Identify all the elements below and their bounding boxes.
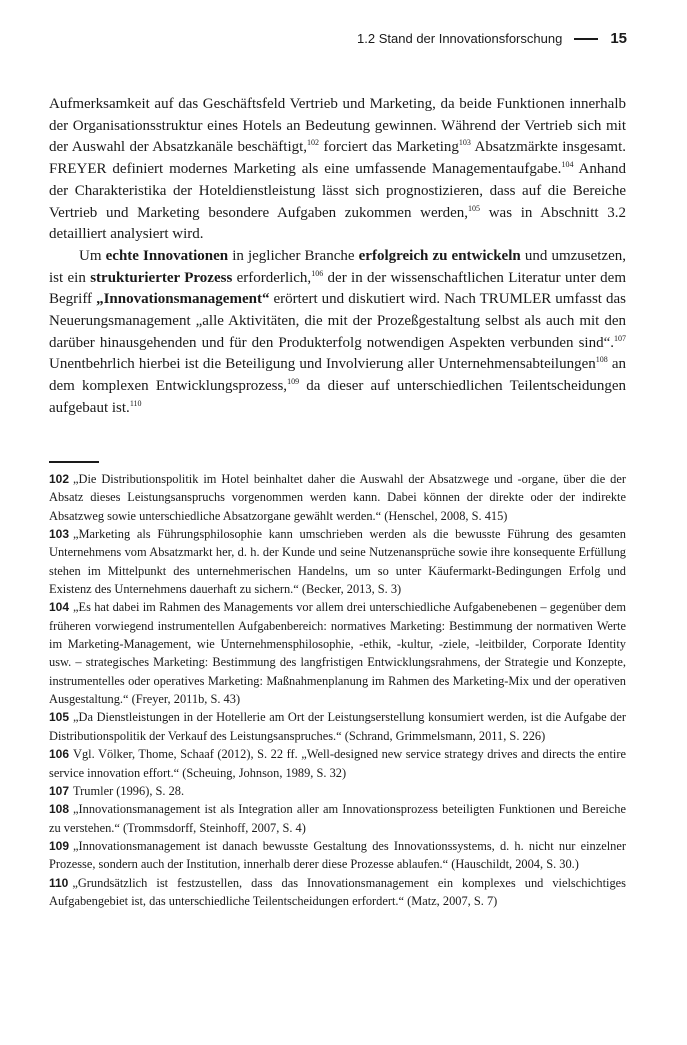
bold-phrase: erfolgreich zu entwickeln <box>358 247 521 264</box>
paragraph-1 <box>49 94 626 246</box>
footnote-ref: 109 <box>287 377 300 387</box>
footnote-107 <box>49 782 626 800</box>
text-run: Um <box>79 247 106 264</box>
text-run: da dieser auf unterschiedlichen Teilentscheidungen aufgebaut ist. <box>49 378 626 416</box>
page-number: 15 <box>610 30 627 47</box>
footnote-ref: 103 <box>458 138 471 148</box>
footnote-number: 108 <box>49 802 70 817</box>
footnote-number: 107 <box>49 783 70 798</box>
footnote-text: „Innovationsmanagement ist danach bewusste Gestaltung des Innovationssystems, d. h. nicht nur einzelner Prozesse, sondern auch der Institution, innerhalb derer diese Prozesse ablaufen.“ (Hauschildt, 2004, S. 30.) <box>49 838 626 872</box>
paragraph-2 <box>49 246 626 420</box>
footnote-ref: 104 <box>561 160 574 170</box>
text-run: Unentbehrlich hierbei ist die Beteiligung und Involvierung aller Unternehmensabteilungen <box>49 356 596 373</box>
text-run: und umzusetzen, ist ein <box>49 247 626 286</box>
footnote-text: „Marketing als Führungsphilosophie kann umschrieben werden als die bewusste Führung des gesamten Unternehmens vom Absatzmarkt her, d. h. der Kunde und seine Nutzenansprüche sowie ihre konsequente Erfüllung stehen im Mittelpunkt des unternehmerischen Handelns, um so unter Käufermarkt-Bedingungen Erfolg und Existenz des Unternehmens dauerhaft zu sichern.“ (Becker, 2013, S. 3) <box>49 527 626 597</box>
footnote-number: 102 <box>49 472 70 486</box>
bold-phrase: echte Innovationen <box>105 247 229 264</box>
footnote-text: „Da Dienstleistungen in der Hotellerie am Ort der Leistungserstellung konsumiert werden, ist die Aufgabe der Distributionspolitik der Verkauf des Leistungsanspruches.“ (Schrand, Grimmelsmann, 2011, S. 226) <box>49 710 626 743</box>
text-run: der in der wissenschaftlichen Literatur unter dem Begriff <box>49 269 627 308</box>
text-run: Aufmerksamkeit auf das Geschäftsfeld Vertrieb und Marketing, da beide Funktionen innerhalb der Organisationsstruktur eines Hotels an Bedeutung gewinnen. Während der Vertrieb sich mit der Auswahl der Absatzkanäle beschäftigt, <box>49 96 626 156</box>
footnote-102 <box>49 470 626 525</box>
footnote-text: „Innovationsmanagement ist als Integration aller am Innovationsprozess beteiligten Funktionen und Bereiche zu verstehen.“ (Trommsdorff, Steinhoff, 2007, S. 4) <box>49 802 626 835</box>
text-run: erforderlich, <box>232 269 312 286</box>
footnote-ref: 105 <box>468 203 481 213</box>
text-run: an dem komplexen Entwicklungsprozess, <box>49 356 626 395</box>
text-run: Absatzmärkte insgesamt. FREYER definiert modernes Marketing als eine umfassende Managementaufgabe. <box>49 139 626 178</box>
footnote-104 <box>49 598 626 708</box>
footnote-ref: 102 <box>307 138 320 148</box>
footnote-110 <box>49 874 626 911</box>
footnote-109 <box>49 837 626 874</box>
footnote-number: 105 <box>49 710 70 725</box>
footnote-number: 109 <box>49 838 70 853</box>
section-title: 1.2 Stand der Innovationsforschung <box>357 31 563 46</box>
footnote-number: 103 <box>49 527 70 542</box>
footnote-108 <box>49 800 626 837</box>
text-run: forciert das Marketing <box>319 139 459 156</box>
footnote-text: „Grundsätzlich ist festzustellen, dass das Innovationsmanagement ein komplexes und vielschichtiges Aufgabengebiet ist, das unterschiedliche Teilentscheidungen erfordert.“ (Matz, 2007, S. 7) <box>49 875 626 908</box>
footnote-separator <box>49 461 99 463</box>
footnote-106 <box>49 745 626 782</box>
bold-phrase: „Innovationsmanagement“ <box>96 291 270 308</box>
bold-phrase: strukturierter Prozess <box>90 269 233 286</box>
body-text <box>49 94 626 420</box>
text-run: in jeglicher Branche <box>228 247 359 264</box>
footnote-text: Vgl. Völker, Thome, Schaaf (2012), S. 22 ff. „Well-designed new service strategy drives and directs the entire service innovation effort.“ (Scheuing, Johnson, 1989, S. 32) <box>49 747 626 780</box>
text-run: erörtert und diskutiert wird. Nach TRUMLER umfasst das Neuerungsmanagement „alle Aktivitäten, die mit der Prozeßgestaltung selbst als auch mit den darüber hinausgehenden und für den Produkterfolg notwendigen Aspekten verbunden sind“. <box>49 291 627 351</box>
header-rule <box>574 38 598 40</box>
footnote-text: „Die Distributionspolitik im Hotel beinhaltet daher die Auswahl der Absatzwege und -organe, über die der Absatz dieses Leistungsanspruchs vorgenommen werden kann. Dabei können der direkte oder der indirekte Absatzweg sowie unterschiedliche Absatzorgane gewählt werden.“ (Henschel, 2008, S. 415) <box>49 472 626 523</box>
footnote-text: Trumler (1996), S. 28. <box>73 783 185 798</box>
footnote-ref: 108 <box>595 355 608 365</box>
text-run: Anhand der Charakteristika der Hoteldienstleistung lässt sich prognostizieren, dass auf die Bereiche Vertrieb und Marketing besondere Aufgaben zukommen werden, <box>49 161 627 221</box>
footnotes <box>49 470 626 910</box>
footnote-103 <box>49 525 626 598</box>
footnote-ref: 110 <box>129 398 142 408</box>
running-header <box>357 30 627 47</box>
footnote-number: 110 <box>49 875 69 890</box>
footnote-105 <box>49 708 626 745</box>
footnote-ref: 107 <box>614 333 626 343</box>
footnote-text: „Es hat dabei im Rahmen des Managements vor allem drei unterschiedliche Aufgabenebenen – gegenüber dem früheren vorwiegend instrumentellen Aufgabenbereich: normatives Marketing: Bestimmung der normativen Werte im Marketing-Management, wie Unternehmensphilosophie, -ethik, -kultur, -ziele, -leitbilder, Corporate Identity usw. – strategisches Marketing: Bestimmung des langfristigen Entwicklungsrahmens, der Strategie und Konzepte, instrumentelles oder operatives Marketing: Maßnahmenplanung im Rahmen des Marketing-Mix und der operativen Ausgestaltung.“ (Freyer, 2011b, S. 43) <box>49 600 626 707</box>
footnote-ref: 106 <box>311 268 324 278</box>
text-run: was in Abschnitt 3.2 detailliert analysiert wird. <box>49 204 626 243</box>
footnote-number: 104 <box>49 600 70 615</box>
footnote-number: 106 <box>49 747 70 762</box>
